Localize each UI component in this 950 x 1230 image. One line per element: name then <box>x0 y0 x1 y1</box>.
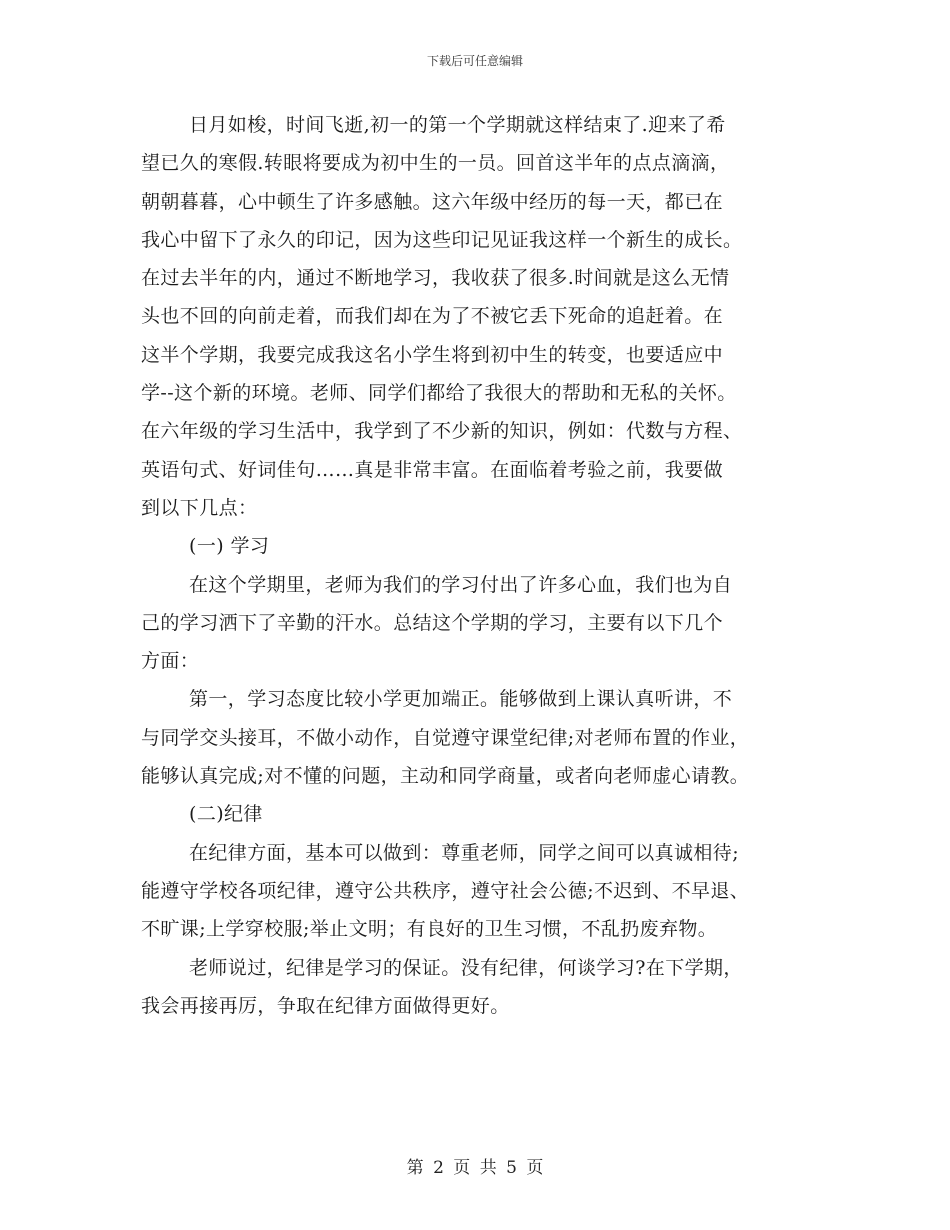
text-line: 学--这个新的环境。老师、同学们都给了我很大的帮助和无私的关怀。 <box>141 382 737 405</box>
text-line: 头也不回的向前走着，而我们却在为了不被它丢下死命的追赶着。在 <box>141 305 724 328</box>
page-header: 下载后可任意编辑 <box>426 54 523 68</box>
text-line: 英语句式、好词佳句……真是非常丰富。在面临着考验之前，我要做 <box>141 458 724 481</box>
text-line: 在过去半年的内，通过不断地学习，我收获了很多.时间就是这么无情 <box>141 267 730 290</box>
text-line: 不旷课;上学穿校服;举止文明；有良好的卫生习惯，不乱扔废弃物。 <box>141 918 718 941</box>
text-line: 己的学习洒下了辛勤的汗水。总结这个学期的学习，主要有以下几个 <box>141 611 724 634</box>
text-line: 到以下几点： <box>141 496 258 519</box>
text-line: 我心中留下了永久的印记，因为这些印记见证我这样一个新生的成长。 <box>141 228 743 251</box>
text-line: 在六年级的学习生活中，我学到了不少新的知识，例如：代数与方程、 <box>141 420 743 443</box>
text-line: 望已久的寒假.转眼将要成为初中生的一员。回首这半年的点点滴滴， <box>141 152 730 175</box>
text-line: 方面： <box>141 650 200 673</box>
text-line: 能够认真完成;对不懂的问题，主动和同学商量，或者向老师虚心请教。 <box>141 765 750 788</box>
text-line: 与同学交头接耳，不做小动作，自觉遵守课堂纪律;对老师布置的作业， <box>141 726 750 749</box>
text-line: 这半个学期，我要完成我这名小学生将到初中生的转变，也要适应中 <box>141 343 724 366</box>
text-line: 朝朝暮暮，心中顿生了许多感触。这六年级中经历的每一天，都已在 <box>141 190 724 213</box>
text-line: 能遵守学校各项纪律，遵守公共秩序，遵守社会公德;不迟到、不早退、 <box>141 879 750 902</box>
text-line: 我会再接再厉，争取在纪律方面做得更好。 <box>141 994 510 1017</box>
document-body <box>141 106 821 1025</box>
text-line: 日月如梭，时间飞逝,初一的第一个学期就这样结束了.迎来了希 <box>189 114 726 136</box>
text-line: 第一，学习态度比较小学更加端正。能够做到上课认真听讲，不 <box>189 688 733 711</box>
text-line: (一) 学习 <box>189 535 270 558</box>
page-number: 第 2 页 共 5 页 <box>406 1158 544 1178</box>
text-line: 老师说过，纪律是学习的保证。没有纪律，何谈学习?在下学期， <box>189 956 743 979</box>
text-line: 在这个学期里，老师为我们的学习付出了许多心血，我们也为自 <box>189 573 733 596</box>
text-line: (二)纪律 <box>189 803 263 826</box>
text-line: 在纪律方面，基本可以做到：尊重老师，同学之间可以真诚相待; <box>189 841 740 864</box>
